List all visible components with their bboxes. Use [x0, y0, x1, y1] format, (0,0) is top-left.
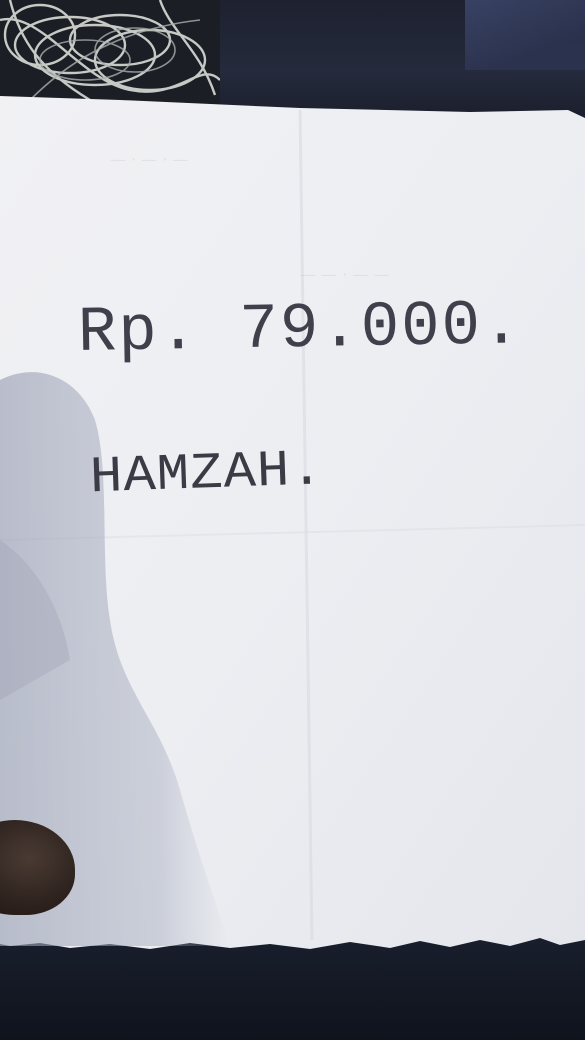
bleed-through-text: — · — · — [110, 150, 189, 169]
bleed-through-text: — — · — — [300, 265, 390, 284]
handwritten-amount: Rp. 79.000. [77, 290, 524, 370]
handwritten-name: HAMZAH. [88, 441, 325, 508]
